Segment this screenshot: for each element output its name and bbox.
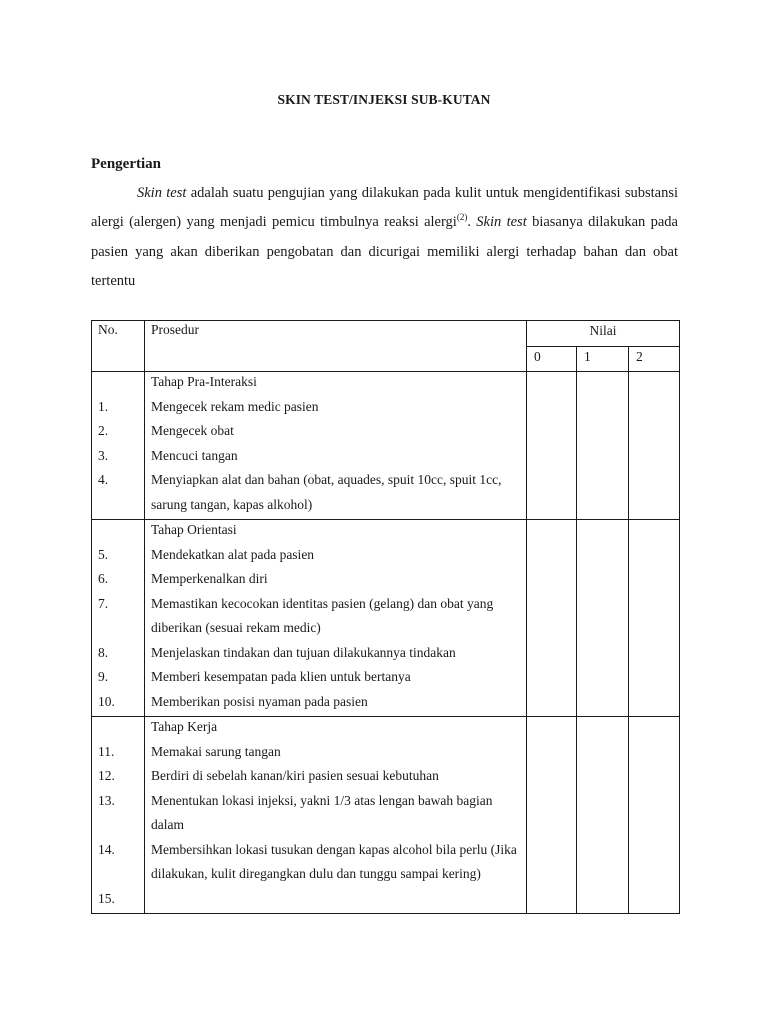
- section-title: Tahap Kerja: [151, 719, 218, 734]
- citation-ref: (2): [456, 212, 468, 223]
- header-score-0: 0: [527, 347, 577, 372]
- document-title: SKIN TEST/INJEKSI SUB-KUTAN: [277, 92, 491, 107]
- score-cell-2[interactable]: [629, 520, 680, 717]
- score-cell-2[interactable]: [629, 372, 680, 520]
- score-cell-2[interactable]: [629, 717, 680, 914]
- header-prosedur: Prosedur: [145, 321, 527, 372]
- header-nilai: Nilai: [527, 321, 680, 347]
- section-title: Tahap Orientasi: [151, 522, 237, 537]
- header-score-1: 1: [577, 347, 629, 372]
- term-skin-test: Skin test: [476, 214, 527, 231]
- score-cell-1[interactable]: [577, 717, 629, 914]
- procedure-cell: Tahap Orientasi Mendekatkan alat pada pasien Memperkenalkan diri Memastikan kecocokan identitas pasien (gelang) dan obat yang diberikan (sesuai rekam medic) Menjelaskan tindakan dan tujuan dilakukannya tindakan Memberi kesempatan pada klien untuk bertanya Memberikan posisi nyaman pada pasien: [145, 520, 527, 717]
- header-score-2: 2: [629, 347, 680, 372]
- procedure-cell: Tahap Kerja Memakai sarung tangan Berdiri di sebelah kanan/kiri pasien sesuai kebutuhan Menentukan lokasi injeksi, yakni 1/3 atas lengan bawah bagian dalam Membersihkan lokasi tusukan dengan kapas alcohol bila perlu (Jika dilakukan, kulit diregangkan dulu dan tunggu sampai kering): [145, 717, 527, 914]
- score-cell-1[interactable]: [577, 372, 629, 520]
- table-row: [92, 372, 680, 520]
- header-no: No.: [92, 321, 145, 372]
- definition-text: adalah suatu pengujian yang dilakukan pada kulit untuk mengidentifikasi substansi alergi (alergen) yang menjadi pemicu timbulnya reaksi alergi: [91, 185, 678, 231]
- section-title: Tahap Pra-Interaksi: [151, 374, 257, 389]
- table-row: [92, 717, 680, 914]
- number-cell: 11. 12. 13. 14. 15.: [92, 717, 145, 914]
- procedure-table: [91, 320, 680, 914]
- score-cell-0[interactable]: [527, 520, 577, 717]
- definition-text: .: [467, 214, 477, 231]
- number-cell: 5. 6. 7. 8. 9. 10.: [92, 520, 145, 717]
- table-header-row: [92, 321, 680, 347]
- definition-text: biasanya dilakukan pada pasien yang akan diberikan pengobatan dan dicurigai memiliki alergi terhadap bahan dan obat tertentu: [91, 214, 678, 289]
- score-cell-0[interactable]: [527, 372, 577, 520]
- score-cell-1[interactable]: [577, 520, 629, 717]
- table-row: [92, 520, 680, 717]
- number-cell: 1. 2. 3. 4.: [92, 372, 145, 520]
- score-cell-0[interactable]: [527, 717, 577, 914]
- procedure-cell: Tahap Pra-Interaksi Mengecek rekam medic pasien Mengecek obat Mencuci tangan Menyiapkan alat dan bahan (obat, aquades, spuit 10cc, spuit 1cc, sarung tangan, kapas alkohol): [145, 372, 527, 520]
- term-skin-test: Skin test: [137, 185, 187, 201]
- definition-paragraph: [91, 179, 678, 296]
- section-heading: Pengertian: [91, 156, 161, 172]
